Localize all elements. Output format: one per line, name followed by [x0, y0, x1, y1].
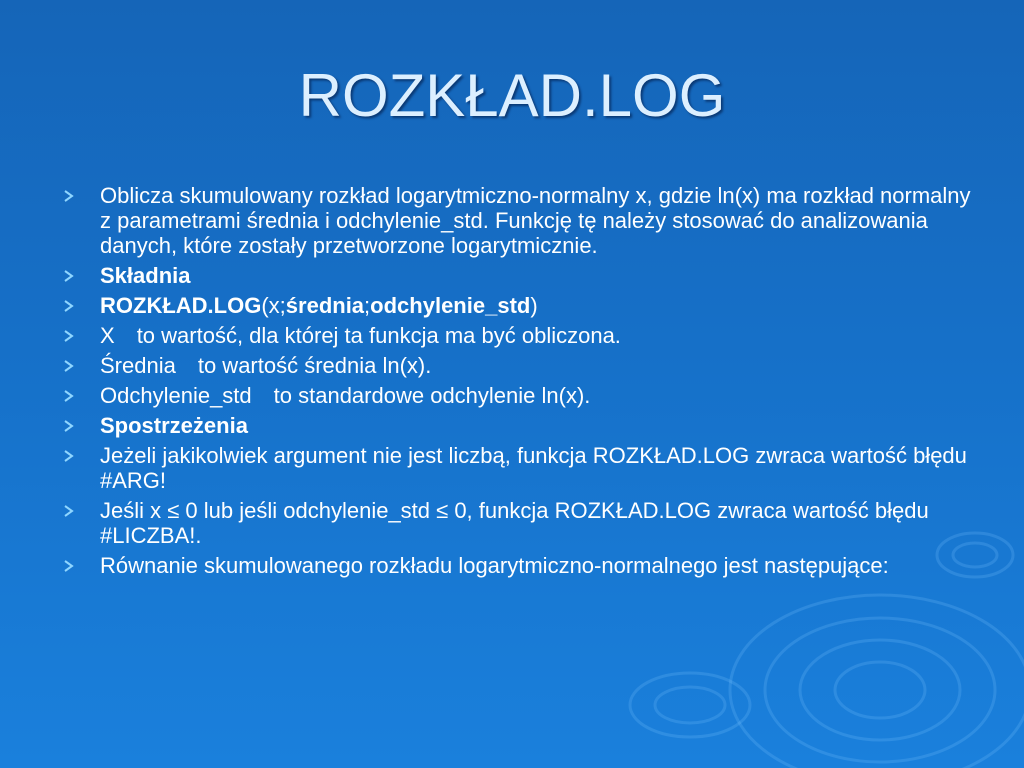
syntax-arg-std: odchylenie_std: [370, 293, 531, 318]
param-desc: to wartość średnia ln(x).: [197, 353, 432, 378]
syntax-close: ): [530, 293, 538, 318]
arrow-bullet-icon: [62, 389, 76, 403]
bullet-text: Jeśli x ≤ 0 lub jeśli odchylenie_std ≤ 0, funkcja ROZKŁAD.LOG zwraca wartość błędu #LICZBA!.: [100, 498, 929, 548]
param-term: Średnia: [100, 353, 176, 378]
arrow-bullet-icon: [62, 449, 76, 463]
bullet-list: [62, 183, 972, 578]
arrow-bullet-icon: [62, 559, 76, 573]
syntax-arg-mean: średnia: [285, 293, 365, 318]
syntax-open: (x;: [261, 293, 286, 318]
function-name: ROZKŁAD.LOG: [100, 293, 262, 318]
slide-content: [62, 183, 972, 583]
syntax-separator: ;: [364, 293, 371, 318]
bullet-description: [62, 183, 972, 258]
bullet-syntax-heading: [62, 263, 972, 288]
bullet-text: Składnia: [100, 263, 191, 288]
param-desc: to standardowe odchylenie ln(x).: [273, 383, 591, 408]
arrow-bullet-icon: [62, 419, 76, 433]
bullet-remark-num-error: [62, 498, 972, 548]
param-desc: to wartość, dla której ta funkcja ma być obliczona.: [136, 323, 621, 348]
arrow-bullet-icon: [62, 329, 76, 343]
bullet-remarks-heading: [62, 413, 972, 438]
bullet-param-std: [62, 383, 972, 408]
bullet-text: Równanie skumulowanego rozkładu logarytmiczno-normalnego jest następujące:: [100, 553, 889, 578]
param-term: Odchylenie_std: [100, 383, 252, 408]
arrow-bullet-icon: [62, 504, 76, 518]
bullet-syntax: [62, 293, 972, 318]
bullet-remark-arg-error: [62, 443, 972, 493]
arrow-bullet-icon: [62, 299, 76, 313]
param-term: X: [100, 323, 115, 348]
bullet-text: Oblicza skumulowany rozkład logarytmiczno-normalny x, gdzie ln(x) ma rozkład normalny z parametrami średnia i odchylenie_std. Funkcję tę należy stosować do analizowania danych, które zostały przetworzone logarytmicznie.: [100, 183, 971, 258]
bullet-equation-intro: [62, 553, 972, 578]
bullet-text: Spostrzeżenia: [100, 413, 248, 438]
slide-title: ROZKŁAD.LOG: [298, 62, 726, 129]
arrow-bullet-icon: [62, 359, 76, 373]
bullet-text: Jeżeli jakikolwiek argument nie jest liczbą, funkcja ROZKŁAD.LOG zwraca wartość błędu #ARG!: [100, 443, 967, 493]
arrow-bullet-icon: [62, 269, 76, 283]
bullet-param-mean: [62, 353, 972, 378]
arrow-bullet-icon: [62, 189, 76, 203]
bullet-param-x: [62, 323, 972, 348]
